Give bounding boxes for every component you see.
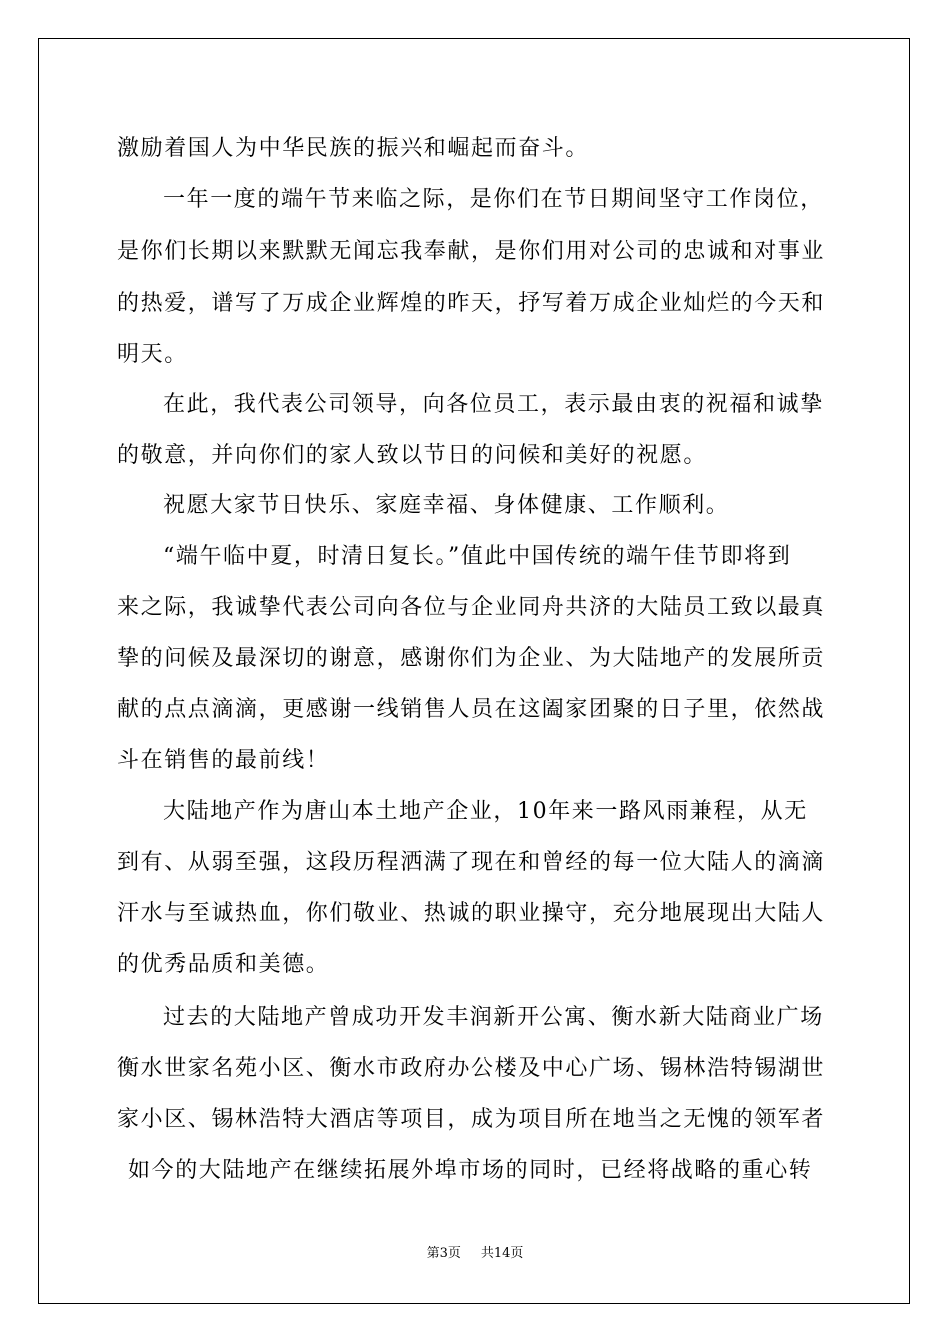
text-line: 的热爱，谱写了万成企业辉煌的昨天，抒写着万成企业灿烂的今天和 <box>117 291 826 316</box>
text-line: 祝愿大家节日快乐、家庭幸福、身体健康、工作顺利。 <box>163 493 730 518</box>
text-line: 的敬意，并向你们的家人致以节日的问候和美好的祝愿。 <box>117 443 708 468</box>
page-number-current: 第3页 <box>426 1246 461 1261</box>
text-line: 是你们长期以来默默无闻忘我奉献，是你们用对公司的忠诚和对事业 <box>117 239 826 264</box>
text-line: 到有、从弱至强，这段历程洒满了现在和曾经的每一位大陆人的滴滴 <box>117 850 826 875</box>
text-line: 在此，我代表公司领导，向各位员工，表示最由衷的祝福和诚挚 <box>163 392 824 417</box>
page-number-total: 共14页 <box>480 1246 524 1261</box>
text-line: 衡水世家名苑小区、衡水市政府办公楼及中心广场、锡林浩特锡湖世 <box>117 1056 826 1081</box>
text-line: 明天。 <box>117 342 188 367</box>
text-line: 一年一度的端午节来临之际，是你们在节日期间坚守工作岗位， <box>163 187 824 212</box>
text-line: 家小区、锡林浩特大酒店等项目，成为项目所在地当之无愧的领军者 <box>117 1107 826 1132</box>
text-line: 如今的大陆地产在继续拓展外埠市场的同时，已经将战略的重心转 <box>128 1158 813 1183</box>
page-footer <box>0 1246 950 1262</box>
text-line: 过去的大陆地产曾成功开发丰润新开公寓、衡水新大陆商业广场 <box>163 1005 824 1030</box>
text-line: 激励着国人为中华民族的振兴和崛起而奋斗。 <box>117 136 590 161</box>
text-line: 挚的问候及最深切的谢意，感谢你们为企业、为大陆地产的发展所贡 <box>117 646 826 671</box>
text-line: 献的点点滴滴，更感谢一线销售人员在这阖家团聚的日子里，依然战 <box>117 697 826 722</box>
text-line: 的优秀品质和美德。 <box>117 952 330 977</box>
text-line: 汗水与至诚热血，你们敬业、热诚的职业操守，充分地展现出大陆人 <box>117 901 826 926</box>
text-line: 来之际，我诚挚代表公司向各位与企业同舟共济的大陆员工致以最真 <box>117 595 826 620</box>
text-line: 斗在销售的最前线！ <box>117 748 330 773</box>
text-line: “端午临中夏，时清日复长。”值此中国传统的端午佳节即将到 <box>163 544 792 569</box>
text-line: 大陆地产作为唐山本土地产企业，10年来一路风雨兼程，从无 <box>163 799 808 824</box>
